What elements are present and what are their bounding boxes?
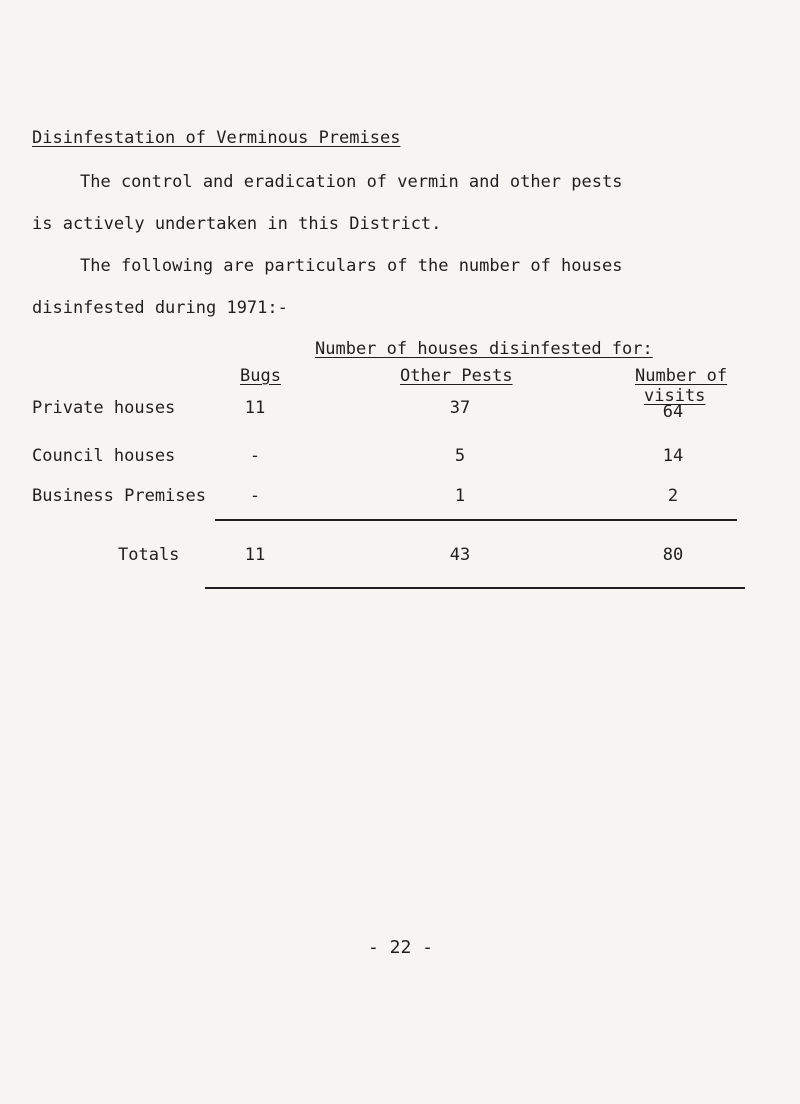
cell-bugs: - — [249, 486, 261, 506]
table-rule-bottom — [205, 587, 745, 589]
totals-bugs: 11 — [244, 545, 266, 565]
table-caption: Number of houses disinfested for: — [315, 339, 653, 359]
row-label: Private houses — [32, 398, 176, 418]
column-header-bugs: Bugs — [240, 366, 281, 386]
column-header-other-pests: Other Pests — [400, 366, 513, 386]
cell-bugs: 11 — [244, 398, 266, 418]
cell-other-pests: 5 — [454, 446, 466, 466]
cell-bugs: - — [249, 446, 261, 466]
page-number: - 22 - — [368, 937, 434, 958]
column-header-visits-line-1: Number of — [635, 366, 728, 386]
paragraph-1-line-2: is actively undertaken in this District. — [32, 214, 442, 234]
section-heading: Disinfestation of Verminous Premises — [32, 128, 401, 148]
totals-visits: 80 — [662, 545, 684, 565]
cell-visits: 14 — [662, 446, 684, 466]
cell-other-pests: 37 — [449, 398, 471, 418]
cell-visits: 64 — [662, 402, 684, 422]
row-label: Business Premises — [32, 486, 206, 506]
cell-other-pests: 1 — [454, 486, 466, 506]
totals-other-pests: 43 — [449, 545, 471, 565]
paragraph-2-line-1: The following are particulars of the number of houses — [80, 256, 623, 276]
totals-label: Totals — [118, 545, 180, 565]
table-rule-top — [215, 519, 737, 521]
paragraph-2-line-2: disinfested during 1971:- — [32, 298, 288, 318]
cell-visits: 2 — [667, 486, 679, 506]
row-label: Council houses — [32, 446, 176, 466]
paragraph-1-line-1: The control and eradication of vermin and other pests — [80, 172, 623, 192]
column-header-visits-line-2: visits — [644, 386, 706, 406]
